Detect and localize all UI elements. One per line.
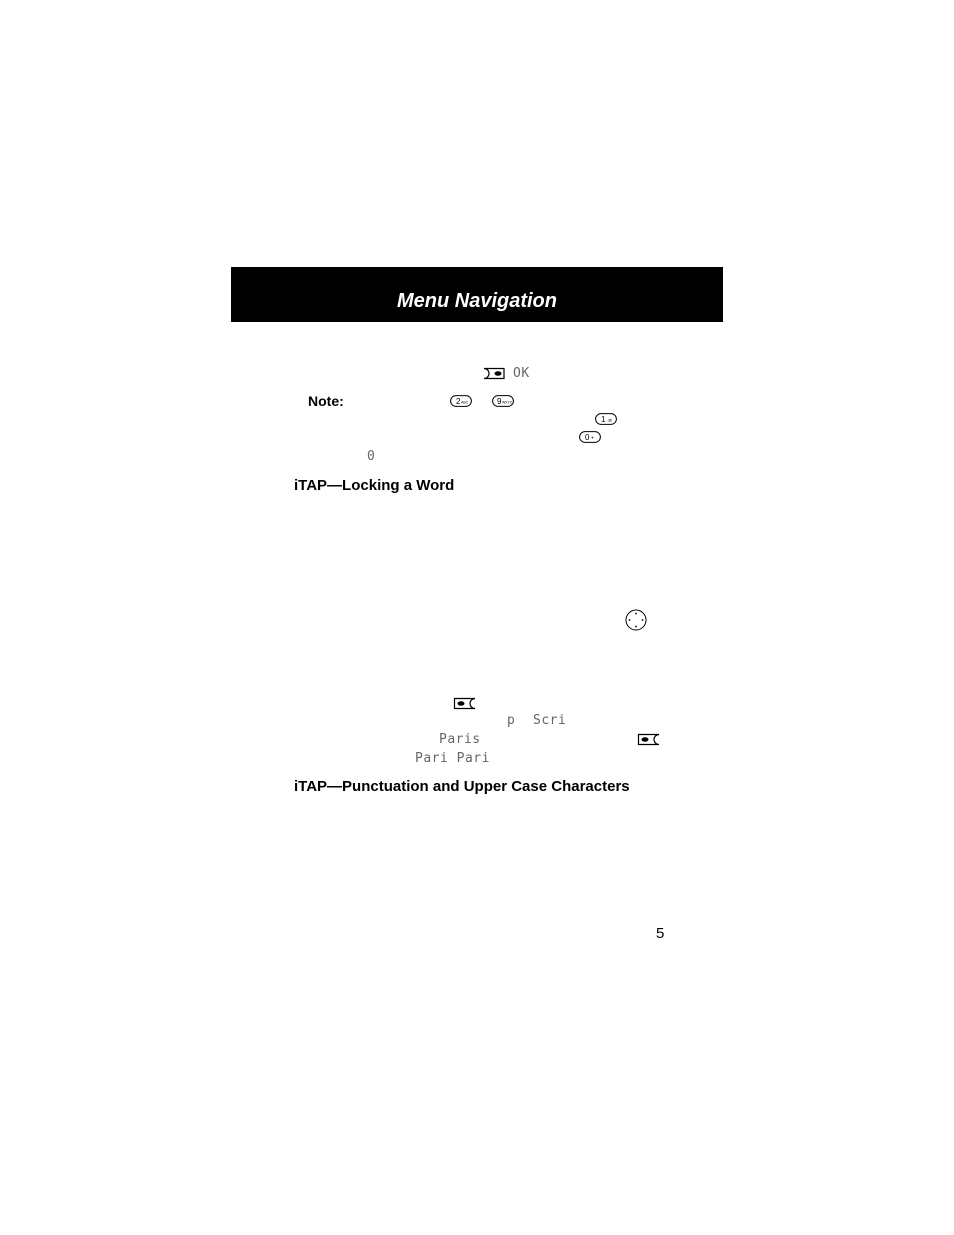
left-soft-key-icon xyxy=(453,697,477,710)
section-heading-locking-word: iTAP—Locking a Word xyxy=(294,477,455,494)
ok-display-label: OK xyxy=(513,366,530,381)
key-2-label: 2 xyxy=(456,397,461,406)
note-label: Note: xyxy=(308,393,344,409)
key-1-label: 1 xyxy=(601,415,606,424)
page-title: Menu Navigation xyxy=(396,290,557,312)
key-0-sub: + xyxy=(591,435,594,442)
key-9-icon xyxy=(492,395,514,407)
navigation-key-icon xyxy=(625,609,647,631)
key-9-label: 9 xyxy=(497,397,502,406)
section-heading-punctuation: iTAP—Punctuation and Upper Case Characters xyxy=(294,778,630,795)
display-scri: Scri xyxy=(533,713,567,728)
key-0-label: 0 xyxy=(585,433,590,442)
display-pari-pari: Pari Pari xyxy=(415,751,490,766)
key-9-sub: WXYZ xyxy=(502,400,513,405)
soft-key-icon xyxy=(482,367,506,380)
key-0-icon xyxy=(579,431,601,443)
display-paris: Paris xyxy=(439,732,481,747)
page-number: 5 xyxy=(656,925,665,942)
display-p: p xyxy=(507,713,516,728)
key-1-sub: .@ xyxy=(607,417,613,423)
key-1-icon xyxy=(595,413,617,425)
key-2-sub: ABC xyxy=(461,400,469,405)
left-soft-key-icon xyxy=(637,733,661,746)
key-2-icon xyxy=(450,395,472,407)
zero-display-label: 0 xyxy=(367,449,376,464)
